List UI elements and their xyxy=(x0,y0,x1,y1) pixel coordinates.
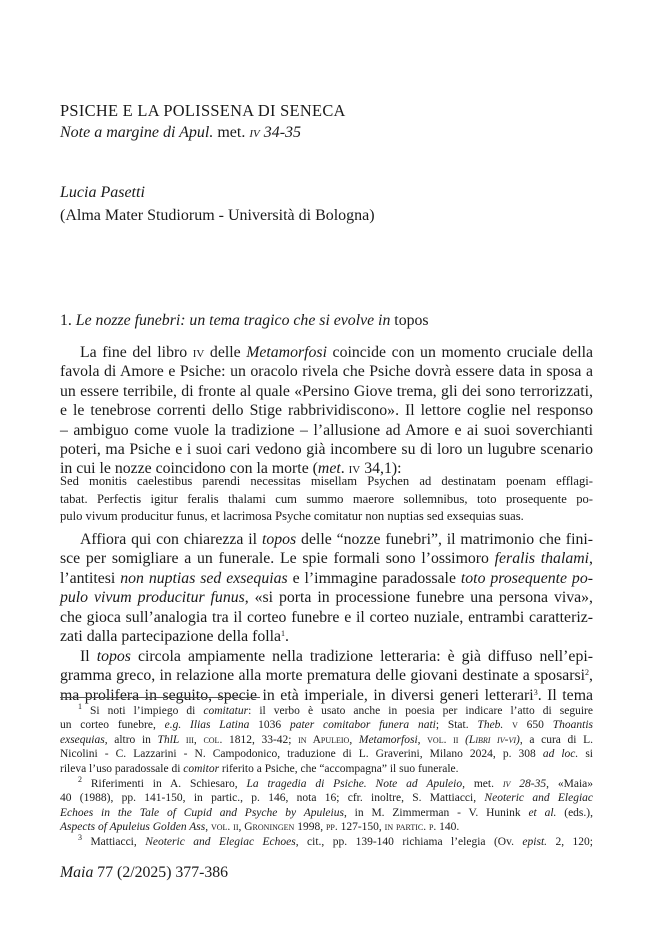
text-run: 1036 xyxy=(249,719,290,732)
footnote-ref[interactable]: 1 xyxy=(281,628,286,638)
quote-line: tabat. Perfectis igitur feralis thalami cum summo maerore sollemnibus, toto prosequente po- xyxy=(60,491,593,506)
text-line xyxy=(60,588,593,607)
text-run: ma prolifera in seguito, specie in età imperiale, in diversi generi letterari xyxy=(60,686,534,704)
footnote-line xyxy=(60,806,593,820)
text-run: e l’immagine paradossale xyxy=(287,569,461,587)
footnote-line xyxy=(60,747,593,761)
footnote-line xyxy=(60,820,593,834)
text-run: , xyxy=(589,667,593,685)
text-run: met. xyxy=(464,778,503,790)
text-run-italic: exsequias xyxy=(60,733,105,746)
text-run: 34,1): xyxy=(360,460,402,478)
text-run: (eds.), xyxy=(556,806,593,819)
text-run-italic: iv 28-35 xyxy=(502,778,547,790)
text-run: La fine del libro xyxy=(80,344,193,361)
text-run: Affiora qui con chiarezza il xyxy=(80,531,262,548)
text-run: v 650 xyxy=(503,719,553,732)
text-run-italic: Aspects of Apuleius Golden Ass xyxy=(60,821,206,834)
text-run: Si noti l’impiego di xyxy=(82,705,204,717)
text-run: iv xyxy=(348,460,361,478)
footnote-line xyxy=(60,704,593,718)
footnote-2 xyxy=(60,777,593,835)
text-run: , a cura di L. xyxy=(519,733,593,746)
text-run-italic: toto prosequente po- xyxy=(460,569,593,587)
text-run-italic: Metamorfosi xyxy=(246,344,327,361)
text-run: 2, 120; xyxy=(547,836,593,848)
text-line xyxy=(60,343,593,362)
text-run: zati dalla partecipazione della folla xyxy=(60,627,282,645)
text-run-italic: (Libri iv-vi) xyxy=(465,733,520,746)
footnote-separator xyxy=(60,697,260,698)
footnote-line xyxy=(60,762,593,776)
text-run-italic: non nuptias sed exsequias xyxy=(120,569,288,587)
text-run: , altro in xyxy=(104,733,158,746)
text-run: , «Maia» xyxy=(546,778,593,790)
footnote-line xyxy=(60,718,593,732)
page-footer xyxy=(60,864,228,882)
text-run: , vol. ii, Groningen 1998, pp. 127-150, in partic. p. 140. xyxy=(205,821,460,834)
text-line xyxy=(60,530,593,549)
footnote-ref[interactable]: 2 xyxy=(585,668,590,678)
article-title: PSICHE E LA POLISSENA DI SENECA xyxy=(60,101,346,120)
text-run: sce per somigliare a un funerale. Le spie formali sono l’ossimoro xyxy=(60,550,495,568)
quote-line: Sed monitis caelestibus parendi necessitas misellam Psychen ad destinatam poenam efflagi- xyxy=(60,474,593,488)
footnote-line xyxy=(60,791,593,805)
text-run-italic: pulo vivum producitur funus xyxy=(60,589,245,607)
section-title-tail: topos xyxy=(390,312,429,329)
author-affiliation: (Alma Mater Studiorum - Università di Bologna) xyxy=(60,207,375,224)
text-line xyxy=(60,666,593,685)
text-run: , «si porta in processione funebre una persona viva», xyxy=(244,589,593,607)
quote-line: pulo vivum producitur funus, et lacrimosa Psyche comitatur non nuptias sed exsequias suas. xyxy=(60,509,524,523)
text-run-italic: ThlL xyxy=(157,733,180,746)
text-line: che gioca sull’analogia tra il corteo funebre e il corteo nuziale, entrambi caratteriz- xyxy=(60,608,593,626)
text-line: un essere terribile, di fronte al quale «Persino Giove trema, gli dei sono terrorizzati, xyxy=(60,382,593,400)
text-line xyxy=(60,569,593,588)
text-run: , vol. ii xyxy=(417,733,466,746)
text-line: poteri, ma Psiche e i suoi cari vedono già incombere su di loro un lugubre scenario xyxy=(60,440,593,458)
text-run-italic: feralis thalami xyxy=(494,550,590,568)
text-run: Mattiacci, xyxy=(82,836,146,848)
paragraph-2 xyxy=(60,530,593,646)
footnote-line xyxy=(60,835,593,849)
section-title-italic: Le nozze funebri: un tema tragico che si evolve in xyxy=(75,312,391,329)
subtitle-ref: iv 34-35 xyxy=(249,124,302,141)
footnote-number: 2 xyxy=(78,775,82,784)
text-run: gramma greco, in relazione alla morte prematura delle giovani destinate a sposarsi xyxy=(60,667,586,685)
text-run: riferito a Psiche, che “accompagna” il suo funerale. xyxy=(219,762,459,775)
text-run: Il xyxy=(80,648,97,665)
text-run: . Il tema xyxy=(537,686,593,704)
text-run-italic: comitor xyxy=(183,762,220,775)
text-run: 40 (1988), pp. 141-150, in partic., p. 146, nota 16; cfr. inoltre, S. Mattiacci, xyxy=(60,792,485,805)
subtitle-met: met. xyxy=(213,124,250,141)
text-line: e le tenebrose correnti dello Stige rabbrividiscono». Il lettore coglie nel responso xyxy=(60,402,593,420)
footnote-1 xyxy=(60,704,593,776)
text-run: Riferimenti in A. Schiesaro, xyxy=(82,778,247,790)
footnote-line xyxy=(60,777,593,791)
text-run: in cui le nozze coincidono con la morte ( xyxy=(60,460,318,478)
footnote-line xyxy=(60,733,593,747)
text-run: un corteo funebre, xyxy=(60,719,165,732)
text-run-italic: Echoes in the Tale of Cupid and Psyche by Apuleius xyxy=(60,806,344,819)
text-run: : il verbo è usato anche in poesia per indicare l’atto di seguire xyxy=(248,705,593,717)
footnote-ref[interactable]: 3 xyxy=(533,687,538,697)
latin-quote xyxy=(60,473,593,526)
text-run-italic: La tragedia di Psiche. Note ad Apuleio, xyxy=(246,778,465,790)
text-run: , in M. Zimmerman - V. Hunink xyxy=(343,806,529,819)
journal-issue: 77 (2/2025) 377-386 xyxy=(93,864,229,881)
text-run: delle xyxy=(204,344,247,361)
text-run: Nicolini - C. Lazzarini - N. Campodonico, traduzione di L. Graverini, Milano 2024, p. 308 xyxy=(60,748,543,761)
subtitle-italic: Note a margine di Apul. xyxy=(60,124,214,141)
text-run-italic: epist. xyxy=(522,836,548,848)
text-run-italic: Neoteric and Elegiac Echoes xyxy=(145,836,296,848)
text-run: . xyxy=(340,460,349,478)
text-run-italic: et al. xyxy=(528,806,557,819)
text-run: iv xyxy=(192,344,205,361)
text-line xyxy=(60,686,593,705)
text-run: coincide con un momento cruciale della xyxy=(326,344,593,361)
paragraph-1 xyxy=(60,343,593,479)
footnote-number: 1 xyxy=(78,702,82,711)
text-line xyxy=(60,627,593,646)
text-run-italic: Neoteric and Elegiac xyxy=(484,792,593,805)
text-line: – ambiguo come vuole la tradizione – l’allusione ad Amore e ai suoi soverchianti xyxy=(60,421,593,439)
text-run-italic: pater comitabor funera nati xyxy=(289,719,436,732)
footnote-3 xyxy=(60,835,593,849)
journal-name: Maia xyxy=(60,864,94,881)
text-run-italic: met xyxy=(317,460,341,478)
section-heading xyxy=(60,312,429,330)
text-line: favola di Amore e Psiche: un oracolo rivela che Psiche dovrà essere data in sposa a xyxy=(60,363,593,381)
text-run-italic: ad loc. xyxy=(542,748,579,761)
text-line xyxy=(60,549,593,568)
section-number: 1. xyxy=(60,312,76,329)
text-run: ; Stat. xyxy=(435,719,478,732)
text-run-italic: Metamorfosi xyxy=(358,733,418,746)
text-line xyxy=(60,647,593,666)
text-run: delle “nozze funebri”, il matrimonio che fini- xyxy=(296,531,593,548)
footnote-number: 3 xyxy=(78,833,82,842)
text-run: si xyxy=(578,748,593,761)
text-run: l’antitesi xyxy=(60,569,121,587)
author-name: Lucia Pasetti xyxy=(60,184,145,201)
text-run-italic: e.g. Ilias Latina xyxy=(164,719,250,732)
text-run-italic: topos xyxy=(261,531,297,548)
text-run-italic: topos xyxy=(96,648,131,665)
text-run: circola ampiamente nella tradizione letteraria: è già diffuso nell’epi- xyxy=(130,648,593,665)
text-run: iii, col. 1812, 33-42; in Apuleio, xyxy=(179,733,359,746)
text-run-italic: Theb. xyxy=(477,719,504,732)
text-run-italic: Thoantis xyxy=(552,719,594,732)
text-run: rileva l’uso paradossale di xyxy=(60,762,184,775)
text-run: , cit., pp. 139-140 richiama l’elegia (Ov. xyxy=(295,836,523,848)
article-subtitle xyxy=(60,124,301,142)
text-run: , xyxy=(589,550,593,568)
text-run-italic: comitatur xyxy=(203,705,249,717)
text-run: . xyxy=(285,627,289,645)
